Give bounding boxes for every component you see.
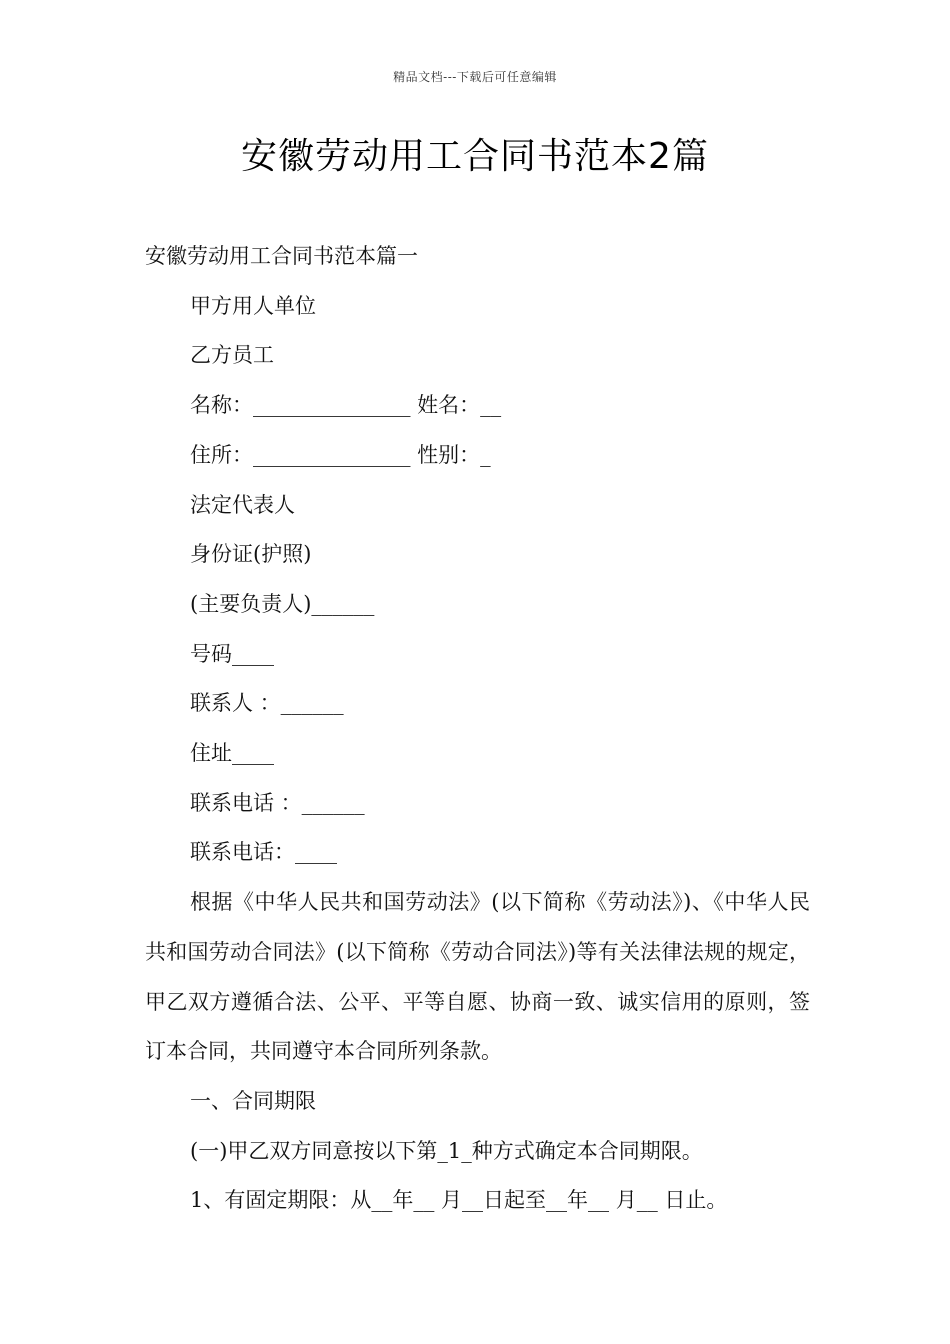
party-b-label: 乙方员工 — [190, 343, 274, 368]
main-responsible-line: (主要负责人)______ — [190, 591, 375, 616]
party-a-label: 甲方用人单位 — [190, 293, 316, 318]
document-title: 安徽劳动用工合同书范本2篇 — [241, 136, 709, 177]
section-heading: 安徽劳动用工合同书范本篇一 — [145, 244, 418, 268]
contact-person-line: 联系人 ：______ — [190, 691, 344, 716]
id-number-line: 号码____ — [190, 641, 274, 666]
clause-1-item-1: 1、有固定期限：从__年__ 月__日起至__年__ 月__ 日止。 — [190, 1188, 728, 1213]
id-passport-label: 身份证(护照) — [190, 542, 312, 567]
address-gender-line: 住所：_______________ 性别：_ — [190, 442, 491, 467]
contact-phone-line-a: 联系电话 ：______ — [190, 790, 365, 815]
contact-phone-line-b: 联系电话：____ — [190, 840, 337, 865]
clause-1: (一)甲乙双方同意按以下第_1_种方式确定本合同期限。 — [190, 1138, 703, 1163]
clause-heading: 一、合同期限 — [190, 1088, 316, 1113]
legal-representative-label: 法定代表人 — [190, 492, 295, 517]
residence-line: 住址____ — [190, 741, 274, 766]
page-header-note: 精品文档---下载后可任意编辑 — [393, 70, 557, 84]
preamble-paragraph: 根据《中华人民共和国劳动法》(以下简称《劳动法》)、《中华人民共和国劳动合同法》(以下简称《劳动合同法》)等有关法律法规的规定，甲乙双方遵循合法、公平、平等自愿、协商一致、诚实信用的原则，签订本合同，共同遵守本合同所列条款。 — [145, 890, 810, 1064]
document-body — [145, 232, 810, 1226]
name-field-line: 名称：_______________ 姓名：__ — [190, 393, 502, 418]
